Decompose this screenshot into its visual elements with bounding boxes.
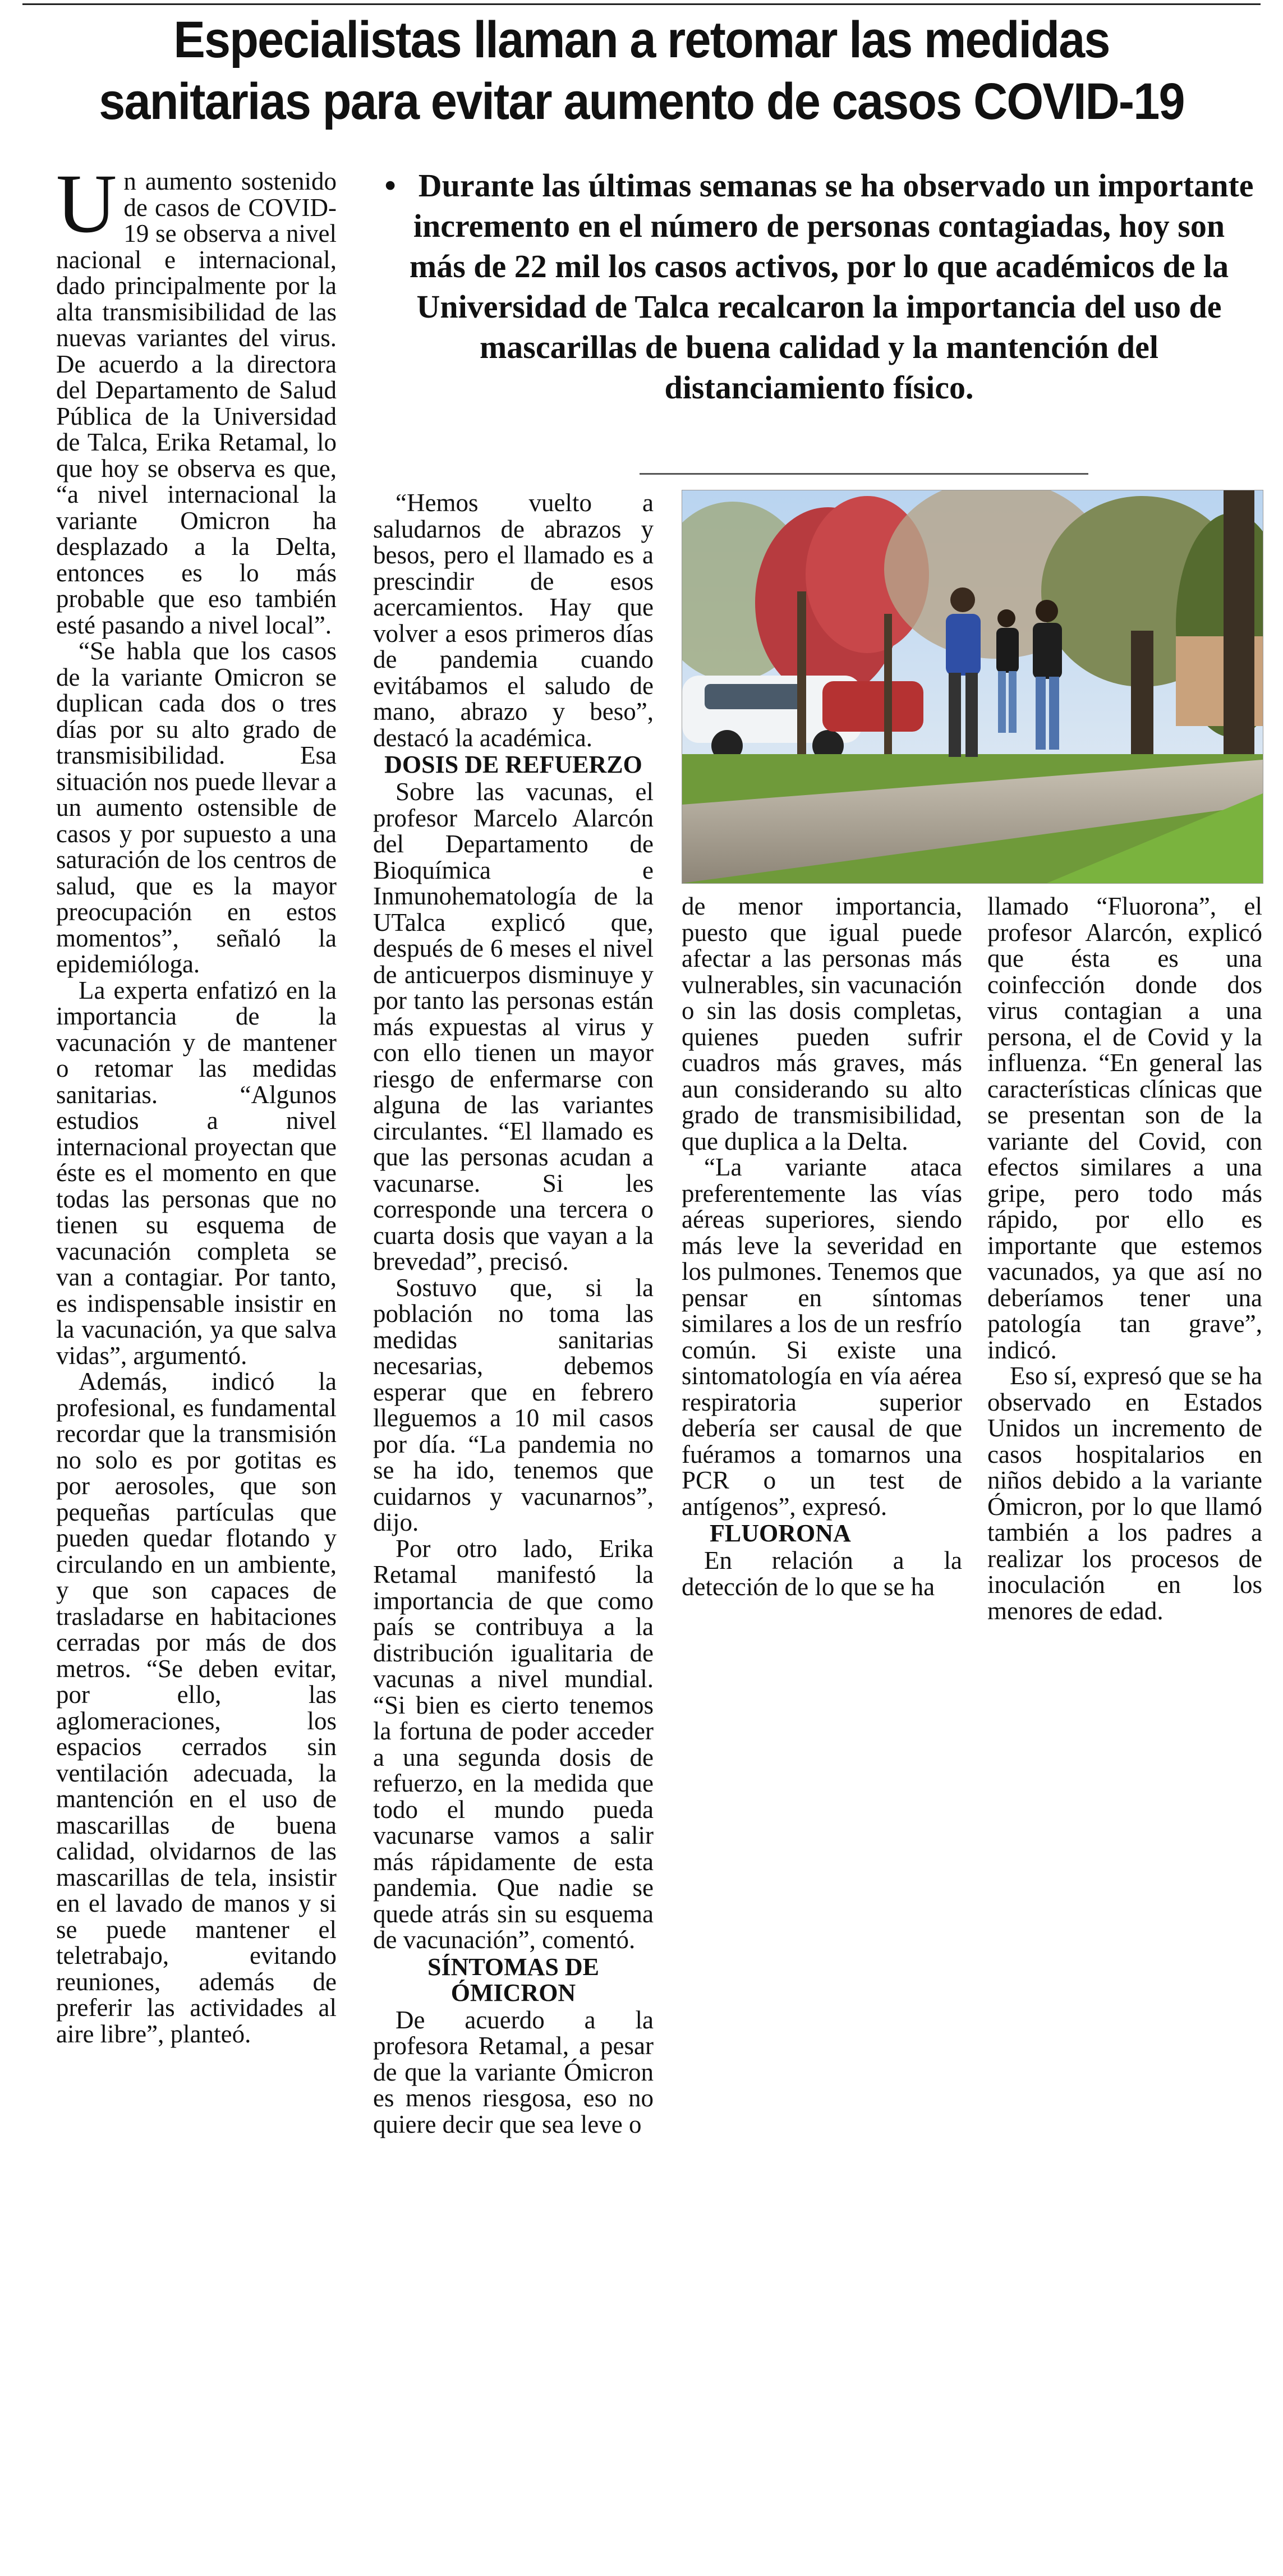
headline: Especialistas llaman a retomar las medidas sanitarias para evitar aumento de casos COVID-19 — [99, 11, 1184, 130]
paragraph: De acuerdo a la profesora Retamal, a pesar de que la variante Ómicron es menos riesgosa, eso no quiere decir que sea leve o — [373, 2005, 654, 2138]
lead-text: Durante las últimas semanas se ha observado un importante incremento en el número de personas contagiadas, hoy son más de 22 mil los casos activos, por lo que académicos de la Universidad de Talca recalcaron la importancia del uso de mascarillas de buena calidad y la mantención del distanciamiento físico. — [409, 167, 1254, 406]
paragraph: Eso sí, expresó que se ha observado en Estados Unidos un incremento de casos hospitalarios en niños debido a la variante Ómicron, por lo que llamó también a los padres a realizar los procesos de inoculación en los menores de edad. — [987, 1362, 1262, 1625]
column-2 — [373, 490, 654, 2137]
paragraph: “La variante ataca preferentemente las vías aéreas superiores, siendo más leve la severidad en los pulmones. Tenemos que pensar en síntomas similares a los de un resfrío común. Si existe una sintomatología en vía aérea respiratoria superior debería ser causal de que fuéramos a tomarnos una PCR o un test de antígenos”, expresó. — [682, 1153, 962, 1521]
paragraph: llamado “Fluorona”, el profesor Alarcón, explicó que ésta es una coinfección donde dos virus contagian a una persona, el de Covid y la influenza. “En general las características clínicas que se presentan son de la variante del Covid, con efectos similares a una gripe, pero todo más rápido, por ello es importante que estemos vacunados, ya que así no deberíamos tener una patología tan grave”, indicó. — [987, 892, 1262, 1364]
column-4 — [987, 893, 1262, 1624]
divider — [640, 473, 1088, 475]
paragraph: de menor importancia, puesto que igual puede afectar a las personas más vulnerables, sin vacunación o sin las dosis completas, quienes pueden sufrir cuadros más graves, más aun considerando su alto grado de transmisibilidad, que duplica a la Delta. — [682, 892, 962, 1155]
paragraph: Por otro lado, Erika Retamal manifestó la importancia de que como país se contribuya a la distribución igualitaria de vacunas a nivel mundial. “Si bien es cierto tenemos la fortuna de poder acceder a una segunda dosis de refuerzo, en la medida que todo el mundo pueda vacunarse vamos a salir más rápidamente de esta pandemia. Que nadie se quede atrás sin su esquema de vacunación”, comentó. — [373, 1534, 654, 1954]
paragraph: “Hemos vuelto a saludarnos de abrazos y besos, pero el llamado es a prescindir de esos acercamientos. Hay que volver a esos primeros días de pandemia cuando evitábamos el saludo de mano, abrazo y beso”, destacó la académica. — [373, 489, 654, 752]
article-photo — [682, 490, 1263, 884]
lead-paragraph — [381, 166, 1257, 408]
top-rule — [22, 3, 1261, 5]
drop-cap: U — [56, 157, 117, 250]
paragraph — [56, 157, 337, 639]
paragraph: “Se habla que los casos de la variante Omicron se duplican cada dos o tres días por su alto grado de transmisibilidad. Esa situación nos puede llevar a un aumento ostensible de casos y por supuesto a una saturación de los centros de salud, que es la mayor preocupación en estos momentos”, señaló la epidemióloga. — [56, 637, 337, 978]
column-3 — [682, 893, 962, 1600]
subhead-sintomas-de-omicron: SÍNTOMAS DE ÓMICRON — [427, 1953, 600, 2006]
paragraph: En relación a la detección de lo que se ha — [682, 1546, 962, 1601]
paragraph: Sostuvo que, si la población no toma las medidas sanitarias necesarias, debemos esperar que en febrero lleguemos a 10 mil casos por día. “La pandemia no se ha ido, tenemos que cuidarnos y vacunarnos”, dijo. — [373, 1273, 654, 1536]
bullet: • — [384, 167, 396, 204]
photo-students-walking — [682, 490, 1263, 883]
paragraph: Sobre las vacunas, el profesor Marcelo Alarcón del Departamento de Bioquímica e Inmunohematología de la UTalca explicó que, después de 6 meses el nivel de anticuerpos disminuye y por tanto las personas están más expuestas al virus y con ello tienen un mayor riesgo de enfermarse con alguna de las variantes circulantes. “El llamado es que las personas acudan a vacunarse. Si les corresponde una tercera o cuarta dosis que vayan a la brevedad”, precisó. — [373, 778, 654, 1275]
paragraph-text: n aumento sostenido de casos de COVID-19 se observa a nivel nacional e internacional, dado principalmente por la alta transmisibilidad de las nuevas variantes del virus. De acuerdo a la directora del Departamento de Salud Pública de la Universidad de Talca, Erika Retamal, lo que hoy se observa es que, “a nivel internacional la variante Omicron ha desplazado a la Delta, entonces es lo más probable que eso también esté pasando a nivel local”. — [56, 167, 337, 639]
subhead-fluorona: FLUORONA — [710, 1519, 851, 1547]
paragraph: Además, indicó la profesional, es fundamental recordar que la transmisión no solo es por gotitas es por aerosoles, que son pequeñas partículas que pueden quedar flotando y circulando en un ambiente, y que son capaces de trasladarse en habitaciones cerradas por más de dos metros. “Se deben evitar, por ello, las aglomeraciones, los espacios cerrados sin ventilación adecuada, la mantención en el uso de mascarillas de buena calidad, olvidarnos de las mascarillas de tela, insistir en el lavado de manos y si se puede mantener el teletrabajo, evitando reuniones, además de preferir las actividades al aire libre”, planteó. — [56, 1367, 337, 2048]
column-1 — [56, 157, 337, 2048]
paragraph: La experta enfatizó en la importancia de la vacunación y de mantener o retomar las medidas sanitarias. “Algunos estudios a nivel internacional proyectan que éste es el momento en que todas las personas que no tienen su esquema de vacunación completa se van a contagiar. Por tanto, es indispensable insistir en la vacunación, ya que salva vidas”, argumentó. — [56, 976, 337, 1370]
subhead-dosis-de-refuerzo: DOSIS DE REFUERZO — [384, 751, 642, 778]
